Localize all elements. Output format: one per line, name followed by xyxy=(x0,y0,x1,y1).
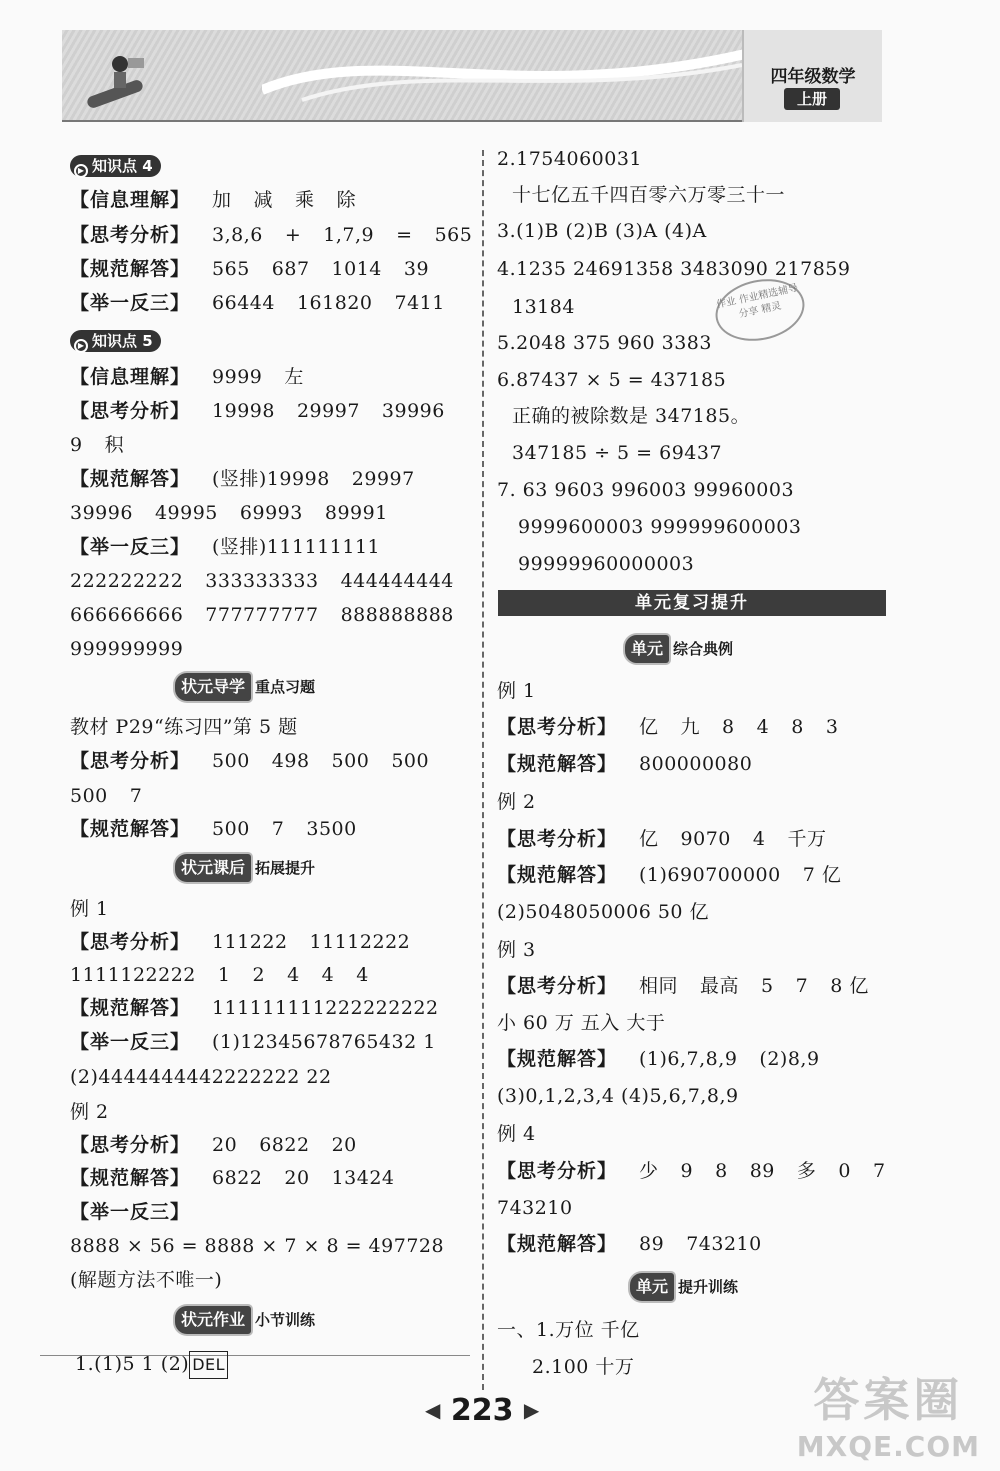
section-header-comprehensive-examples: 单元 综合典例 xyxy=(625,635,733,663)
ex2-line-5: (解题方法不唯一) xyxy=(70,1269,223,1291)
section-header-unit-training: 单元 提升训练 xyxy=(630,1273,738,1301)
unit-ex3-line-2: 小 60 万 五入 大于 xyxy=(497,1012,666,1034)
play-icon: ▶ xyxy=(74,164,88,178)
example-2-label: 例 2 xyxy=(70,1101,109,1123)
sec1-line-4: 【规范解答】 500 7 3500 xyxy=(70,818,357,840)
ex1-line-4: 【举一反三】 (1)12345678765432 1 xyxy=(70,1031,436,1053)
training-answer-2: 2.100 十万 xyxy=(532,1356,635,1378)
practice-answer-1: 1.(1)5 1 (2) DEL xyxy=(75,1351,250,1379)
ex1-line-5: (2)4444444442222222 22 xyxy=(70,1066,332,1088)
unit-example-3-label: 例 3 xyxy=(497,939,536,961)
unit-ex1-line-2: 【规范解答】 800000080 xyxy=(497,753,753,775)
left-arrow-icon: ◀ xyxy=(425,1398,441,1422)
kp5-line-4: 【规范解答】 (竖排)19998 29997 xyxy=(70,468,415,490)
unit-ex4-line-1: 【思考分析】 少 9 8 89 多 0 7 xyxy=(497,1160,886,1182)
sec1-line-3: 500 7 xyxy=(70,785,143,807)
unit-ex2-line-1: 【思考分析】 亿 9070 4 千万 xyxy=(497,828,827,850)
ex1-line-2: 1111122222 1 2 4 4 4 xyxy=(70,964,369,986)
answer-6-note: 正确的被除数是 347185。 xyxy=(512,405,751,427)
answer-3: 3.(1)B (2)B (3)A (4)A xyxy=(497,220,707,242)
del-box: DEL xyxy=(189,1351,228,1379)
kp4-line-1: 【信息理解】 加 减 乘 除 xyxy=(70,189,357,211)
ex1-line-1: 【思考分析】 111222 11112222 xyxy=(70,931,411,953)
kp5-line-9: 999999999 xyxy=(70,638,184,660)
unit-example-1-label: 例 1 xyxy=(497,680,536,702)
kp5-line-7: 222222222 333333333 444444444 xyxy=(70,570,454,592)
answer-7: 7. 63 9603 996003 99960003 xyxy=(497,479,795,501)
unit-ex3-line-3: 【规范解答】 (1)6,7,8,9 (2)8,9 xyxy=(497,1048,820,1070)
column-divider xyxy=(482,150,484,1390)
page-header xyxy=(62,30,882,122)
homework-stamp: 作业 作业精选辅导分享 精灵 xyxy=(710,271,811,348)
kp4-line-2: 【思考分析】 3,8,6 + 1,7,9 = 565 xyxy=(70,224,473,246)
watermark: 答案圈 MXQE.COM xyxy=(796,1373,980,1463)
right-arrow-icon: ▶ xyxy=(523,1398,540,1422)
ex2-line-3: 【举一反三】 xyxy=(70,1201,191,1223)
grade-title: 四年级数学 xyxy=(770,67,856,87)
unit-ex3-line-4: (3)0,1,2,3,4 (4)5,6,7,8,9 xyxy=(497,1085,739,1107)
section-header-key-exercises: 状元导学 重点习题 xyxy=(175,673,315,701)
knowledge-point-4-label: ▶ 知识点 4 xyxy=(70,155,161,177)
kp4-line-3: 【规范解答】 565 687 1014 39 xyxy=(70,258,430,280)
sec1-line-2: 【思考分析】 500 498 500 500 xyxy=(70,750,430,772)
mascot-icon xyxy=(80,48,150,112)
answer-4-cont: 13184 xyxy=(512,296,575,318)
decorative-swirl xyxy=(262,40,762,110)
training-answer-1: 一、1.万位 千亿 xyxy=(497,1319,640,1341)
kp5-line-1: 【信息理解】 9999 左 xyxy=(70,366,304,388)
textbook-reference: 教材 P29“练习四”第 5 题 xyxy=(70,716,298,738)
unit-ex4-line-2: 743210 xyxy=(497,1197,573,1219)
ex2-line-2: 【规范解答】 6822 20 13424 xyxy=(70,1167,395,1189)
knowledge-point-5-label: ▶ 知识点 5 xyxy=(70,330,161,352)
ex1-line-3: 【规范解答】 111111111222222222 xyxy=(70,997,439,1019)
volume-badge: 上册 xyxy=(784,88,840,110)
unit-ex1-line-1: 【思考分析】 亿 九 8 4 8 3 xyxy=(497,716,839,738)
answer-7-cont-2: 99999960000003 xyxy=(518,553,695,575)
unit-ex4-line-3: 【规范解答】 89 743210 xyxy=(497,1233,762,1255)
grade-box xyxy=(742,30,882,122)
unit-ex2-line-3: (2)5048050006 50 亿 xyxy=(497,901,710,923)
answer-6: 6.87437 × 5 = 437185 xyxy=(497,369,727,391)
play-icon: ▶ xyxy=(74,339,88,353)
section-header-extension: 状元课后 拓展提升 xyxy=(175,854,315,882)
section-header-section-practice: 状元作业 小节训练 xyxy=(175,1306,315,1334)
unit-example-2-label: 例 2 xyxy=(497,791,536,813)
answer-2-words: 十七亿五千四百零六万零三十一 xyxy=(512,184,786,206)
answer-5: 5.2048 375 960 3383 xyxy=(497,332,712,354)
answer-6-calc: 347185 ÷ 5 = 69437 xyxy=(512,442,723,464)
page-number: ◀ 223 ▶ xyxy=(425,1393,540,1428)
example-1-label: 例 1 xyxy=(70,898,109,920)
kp5-line-8: 666666666 777777777 888888888 xyxy=(70,604,454,626)
answer-2-number: 2.1754060031 xyxy=(497,148,643,170)
ex2-line-4: 8888 × 56 = 8888 × 7 × 8 = 497728 xyxy=(70,1235,445,1257)
kp5-line-5: 39996 49995 69993 89991 xyxy=(70,502,388,524)
kp5-line-2: 【思考分析】 19998 29997 39996 xyxy=(70,400,445,422)
answer-4: 4.1235 24691358 3483090 217859 xyxy=(497,258,851,280)
unit-ex3-line-1: 【思考分析】 相同 最高 5 7 8 亿 xyxy=(497,975,869,997)
unit-review-banner: 单元复习提升 xyxy=(498,590,886,616)
unit-ex2-line-2: 【规范解答】 (1)690700000 7 亿 xyxy=(497,864,842,886)
kp5-line-3: 9 积 xyxy=(70,434,125,456)
kp5-line-6: 【举一反三】 (竖排)111111111 xyxy=(70,536,381,558)
unit-example-4-label: 例 4 xyxy=(497,1123,536,1145)
kp4-line-4: 【举一反三】 66444 161820 7411 xyxy=(70,292,445,314)
answer-7-cont: 9999600003 999999600003 xyxy=(518,516,802,538)
ex2-line-1: 【思考分析】 20 6822 20 xyxy=(70,1134,357,1156)
